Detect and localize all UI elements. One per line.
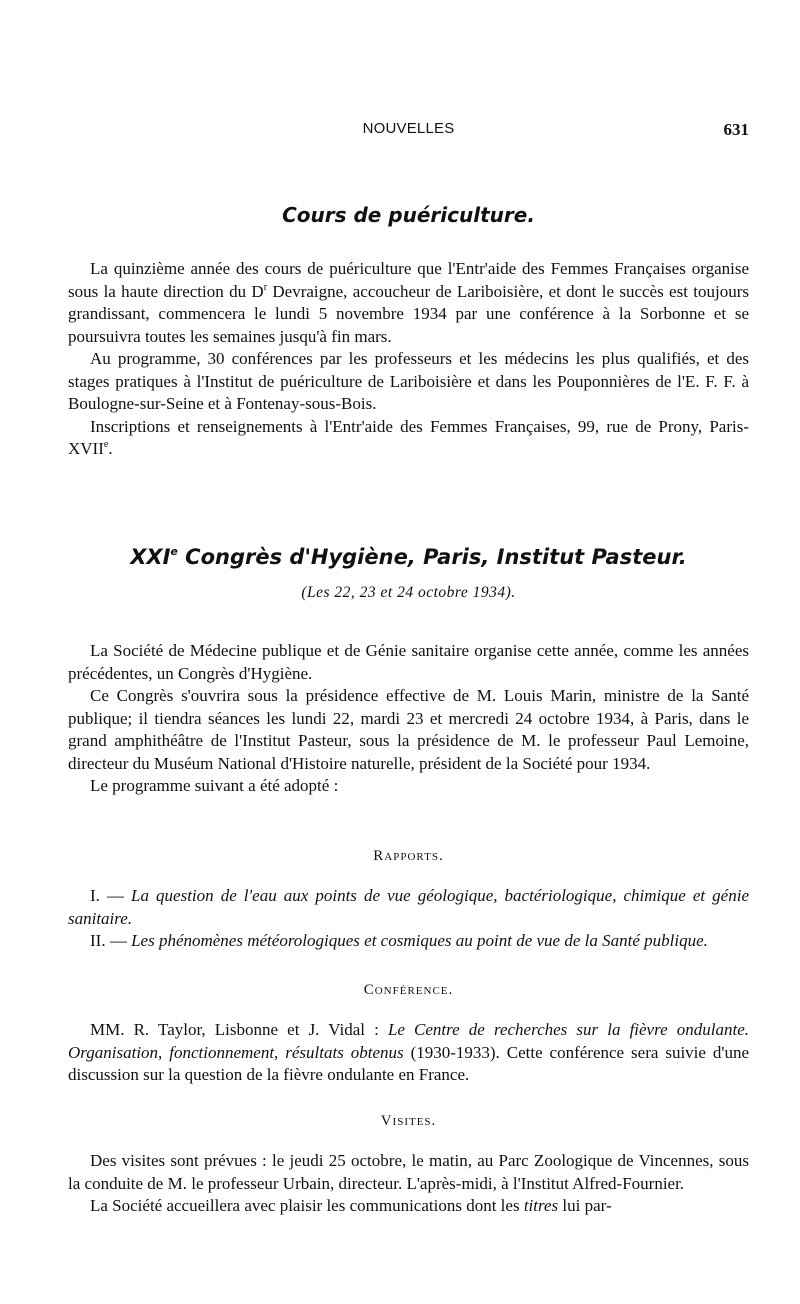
heading-rapports: Rapports. [373,848,444,864]
visites-body [68,1150,749,1218]
list-item [68,885,749,930]
superscript: e [170,545,178,558]
paragraph-text: Inscriptions et renseignements à l'Entr'aide des Femmes Françaises, 99, rue de Prony, Paris-XVII [68,416,749,458]
conference-title: Le Centre de recherches sur la fièvre ondulante. Organisation, fonctionnement, résultats obtenus [68,1020,749,1062]
running-title: NOUVELLES [362,120,455,137]
heading-visites: Visites. [380,1113,437,1129]
congress-dates: (Les 22, 23 et 24 octobre 1934). [301,584,516,601]
paragraph-text: La quinzième année des cours de puériculture que l'Entr'aide des Femmes Françaises organise sous la haute direction du D [68,259,749,301]
paragraph-text: lui par- [558,1196,612,1215]
superscript: e [103,439,109,450]
item-number: I. — [90,886,132,905]
page-header [68,120,749,142]
paragraph [68,1195,749,1218]
list-item [68,930,749,953]
conference-body [68,1019,749,1087]
rapports-list [68,885,749,953]
item-text: Les phénomènes météorologiques et cosmiques au point de vue de la Santé publique. [131,931,708,950]
superscript: r [263,281,268,293]
paragraph-text: MM. R. Taylor, Lisbonne et J. Vidal : [90,1020,388,1039]
section-title-congres [68,545,749,569]
paragraph [68,1019,749,1087]
paragraph-text: Devraigne, accoucheur de Lariboisière, et dont le succès est toujours grandissant, commencera le lundi 5 novembre 1934 par une conférence à la Sorbonne et se poursuivra toutes les semaines jusqu'à fin mars. [68,281,749,346]
item-text: La question de l'eau aux points de vue géologique, bactériologique, chimique et génie sanitaire. [68,886,749,928]
section-congres-body [68,640,749,798]
paragraph: Ce Congrès s'ouvrira sous la présidence effective de M. Louis Marin, ministre de la Santé publique; il tiendra séances les lundi 22, mardi 23 et mercredi 24 octobre 1934, à Paris, dans le grand amphithéâtre de l'Institut Pasteur, sous la présidence de M. le professeur Paul Lemoine, directeur du Muséum National d'Histoire naturelle, président de la Société pour 1934. [68,686,749,773]
paragraph-text: . [108,439,113,458]
heading-conference: Conférence. [363,982,454,998]
paragraph-text: (1930-1933). Cette conférence sera suivie d'une discussion sur la question de la fièvre ondulante en France. [68,1042,749,1084]
paragraph: Le programme suivant a été adopté : [90,776,339,795]
paragraph-text-italic: titres [523,1196,559,1215]
item-number: II. — [90,931,132,950]
paragraph: Des visites sont prévues : le jeudi 25 octobre, le matin, au Parc Zoologique de Vincennes, sous la conduite de M. le professeur Urbain, directeur. L'après-midi, à l'Institut Alfred-Fournier. [68,1151,749,1193]
paragraph [68,416,749,461]
title-text: XXI [130,545,171,569]
paragraph-text: La Société accueillera avec plaisir les communications dont les [90,1196,524,1215]
paragraph-text: Au programme, 30 conférences par les professeurs et les médecins les plus qualifiés, et des stages pratiques à l'Institut de puériculture de Lariboisière et dans les Pouponnières de l'E. F. F. à Boulogne-sur-Seine et à Fontenay-sous-Bois. [68,349,749,413]
paragraph [68,348,749,416]
section-puericulture-body [68,258,749,461]
section-title-puericulture: Cours de puériculture. [282,203,535,227]
title-text: Congrès d'Hygiène, Paris, Institut Pasteur. [177,545,687,569]
page-number: 631 [723,120,749,139]
paragraph: La Société de Médecine publique et de Génie sanitaire organise cette année, comme les années précédentes, un Congrès d'Hygiène. [68,641,749,683]
paragraph [68,258,749,348]
